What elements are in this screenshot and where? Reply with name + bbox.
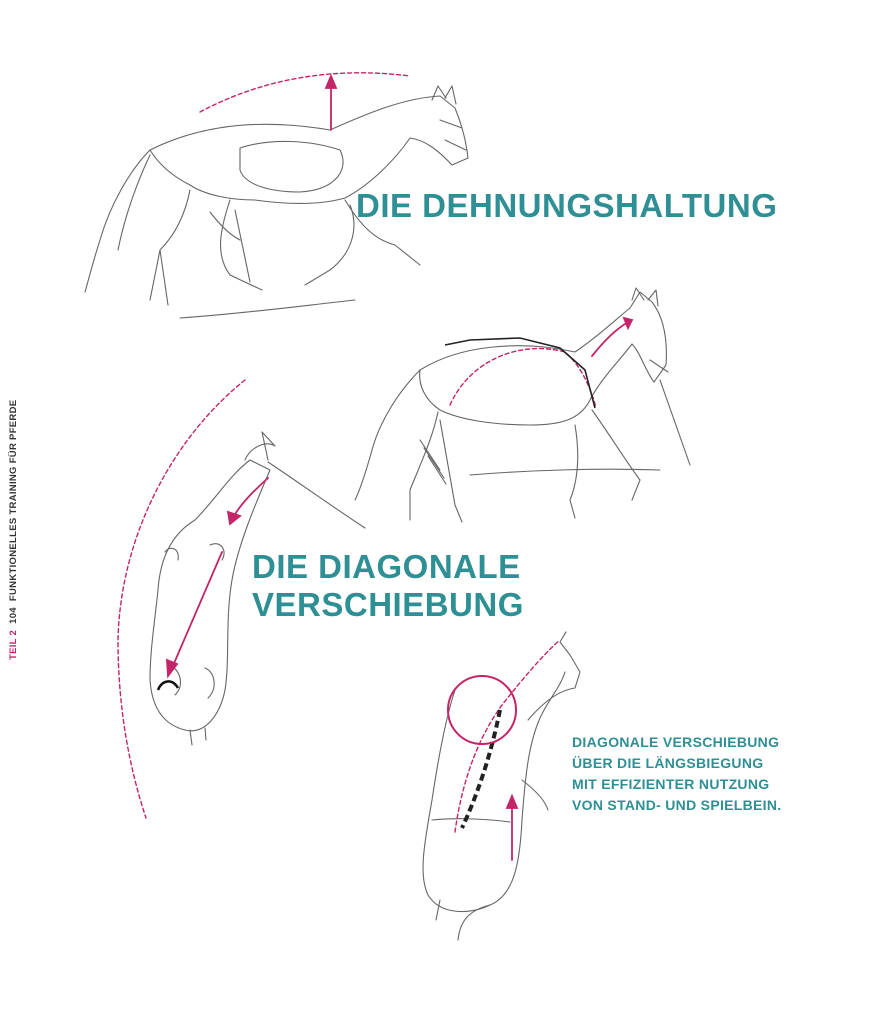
neck-arrow	[592, 322, 628, 356]
caption-line-2: ÜBER DIE LÄNGSBIEGUNG	[572, 755, 764, 771]
heading-diagonal-shift-line2: VERSCHIEBUNG	[252, 586, 524, 623]
page-number: 104	[8, 607, 19, 624]
topline-stroke	[445, 338, 595, 408]
stretch-arc-dashed	[200, 73, 410, 112]
horse-sketch-side-view	[355, 288, 690, 522]
topline-arc-dashed	[450, 349, 596, 408]
hind-leg-arrowhead	[507, 796, 517, 808]
caption-line-1: DIAGONALE VERSCHIEBUNG	[572, 734, 780, 750]
heading-stretching-posture: DIE DEHNUNGSHALTUNG	[356, 187, 778, 224]
running-header-title: FUNKTIONELLES TRAINING FÜR PFERDE	[8, 399, 19, 602]
diagonal-arrowhead	[167, 660, 177, 676]
hoof-mark	[158, 681, 178, 690]
curved-arrow	[234, 478, 268, 516]
heading-diagonal-shift-line1: DIE DIAGONALE	[252, 548, 521, 585]
curved-arrowhead	[228, 512, 240, 524]
horse-sketch-rear-view	[423, 632, 580, 940]
neck-arrowhead	[624, 318, 632, 328]
caption-line-4: VON STAND- UND SPIELBEIN.	[572, 797, 782, 813]
bend-arc-dashed	[118, 380, 245, 818]
highlight-circle	[448, 676, 516, 744]
running-header-part: TEIL 2	[8, 629, 19, 660]
diagonal-shift-line	[462, 710, 500, 828]
figure-caption	[572, 732, 781, 816]
upward-arrowhead	[326, 76, 336, 88]
heading-diagonal-shift	[252, 548, 524, 624]
running-header	[8, 400, 19, 660]
diagonal-arrow	[172, 552, 222, 668]
caption-line-3: MIT EFFIZIENTER NUTZUNG	[572, 776, 770, 792]
